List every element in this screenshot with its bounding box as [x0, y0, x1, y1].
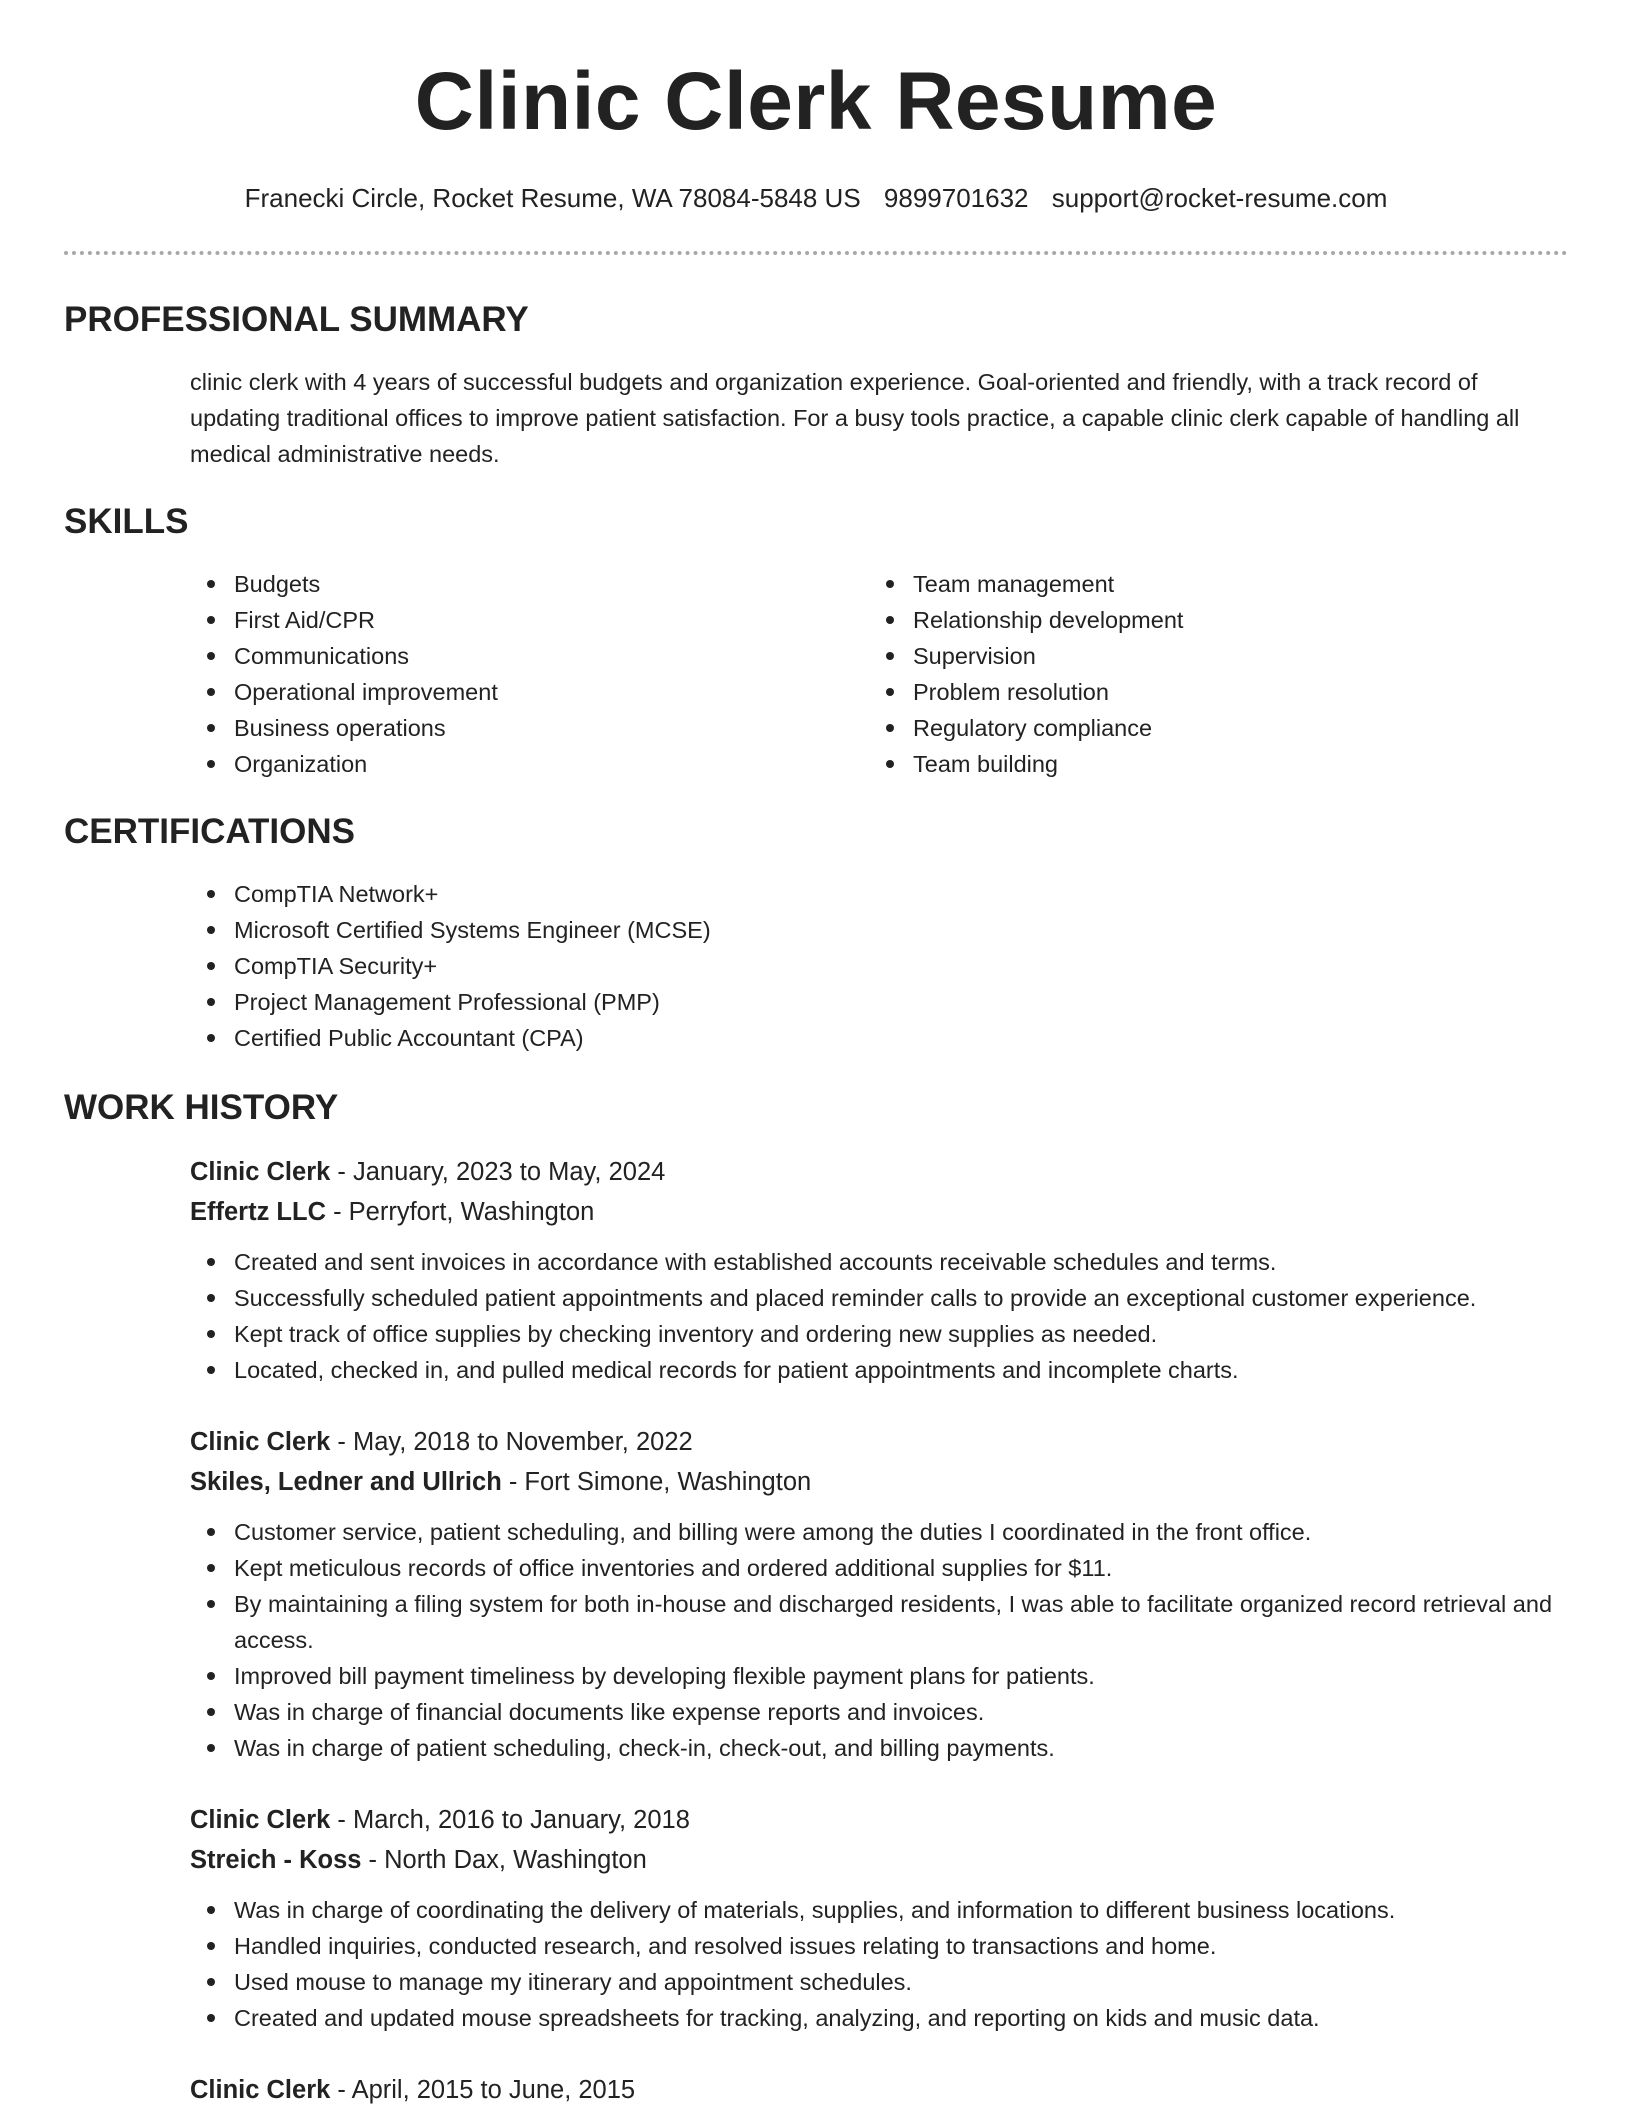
work-history-heading: WORK HISTORY [64, 1088, 339, 1127]
skill-item: Problem resolution [913, 674, 1183, 710]
summary-section [64, 298, 1568, 472]
job-duty: Improved bill payment timeliness by developing flexible payment plans for patients. [234, 1658, 1568, 1694]
job-duty: Located, checked in, and pulled medical records for patient appointments and incomplete charts. [234, 1352, 1568, 1388]
work-history-section [64, 1086, 1568, 2110]
job-entry [190, 1152, 1568, 1388]
skills-columns [64, 566, 1568, 786]
job-title-line [190, 2070, 1568, 2110]
job-company-line [190, 1462, 1568, 1502]
job-duty: Was in charge of coordinating the delivery of materials, supplies, and information to different business locations. [234, 1892, 1568, 1928]
job-location: - Fort Simone, Washington [501, 1468, 812, 1496]
job-company-line [190, 1840, 1568, 1880]
job-dates: - January, 2023 to May, 2024 [330, 1158, 666, 1186]
job-title: Clinic Clerk [190, 2076, 331, 2104]
job-title-line [190, 1800, 1568, 1840]
job-duty: Was in charge of financial documents like expense reports and invoices. [234, 1694, 1568, 1730]
header-divider [64, 251, 1568, 255]
certifications-section [64, 810, 1568, 1056]
job-dates: - April, 2015 to June, 2015 [330, 2076, 636, 2104]
job-duty: By maintaining a filing system for both in-house and discharged residents, I was able to facilitate organized record retrieval and access. [234, 1586, 1568, 1658]
job-duty: Customer service, patient scheduling, and billing were among the duties I coordinated in the front office. [234, 1514, 1568, 1550]
summary-text: clinic clerk with 4 years of successful budgets and organization experience. Goal-oriented and friendly, with a track record of updating traditional offices to improve patient satisfaction. For a busy tools practice, a capable clinic clerk capable of handling all medical administrative needs. [190, 369, 1520, 467]
resume-title: Clinic Clerk Resume [414, 56, 1218, 147]
job-dates: - May, 2018 to November, 2022 [330, 1428, 693, 1456]
skill-item: Regulatory compliance [913, 710, 1183, 746]
job-duties [190, 1514, 1568, 1766]
certification-item: Project Management Professional (PMP) [234, 984, 1568, 1020]
summary-heading: PROFESSIONAL SUMMARY [64, 300, 529, 339]
skill-item: First Aid/CPR [234, 602, 498, 638]
job-location: - North Dax, Washington [361, 1846, 647, 1874]
skills-list-right [743, 566, 1183, 782]
contact-address: Franecki Circle, Rocket Resume, WA 78084-5848 US [244, 183, 861, 213]
skill-item: Team management [913, 566, 1183, 602]
job-title: Clinic Clerk [190, 1158, 331, 1186]
job-company: Streich - Koss [190, 1846, 362, 1874]
contact-phone: 9899701632 [883, 183, 1029, 213]
certifications-list [64, 876, 1568, 1056]
skill-item: Operational improvement [234, 674, 498, 710]
certifications-heading: CERTIFICATIONS [64, 812, 356, 851]
certification-item: CompTIA Security+ [234, 948, 1568, 984]
job-duty: Created and sent invoices in accordance with established accounts receivable schedules and terms. [234, 1244, 1568, 1280]
job-location: - Perryfort, Washington [326, 1198, 595, 1226]
job-dates: - March, 2016 to January, 2018 [330, 1806, 690, 1834]
certification-item: Microsoft Certified Systems Engineer (MCSE) [234, 912, 1568, 948]
skill-item: Team building [913, 746, 1183, 782]
job-duty: Created and updated mouse spreadsheets for tracking, analyzing, and reporting on kids and music data. [234, 2000, 1568, 2036]
skills-section [64, 500, 1568, 786]
job-duties [190, 1892, 1568, 2036]
skill-item: Business operations [234, 710, 498, 746]
job-company: Skiles, Ledner and Ullrich [190, 1468, 502, 1496]
certification-item: CompTIA Network+ [234, 876, 1568, 912]
job-duty: Successfully scheduled patient appointments and placed reminder calls to provide an exceptional customer experience. [234, 1280, 1568, 1316]
job-duty: Kept track of office supplies by checking inventory and ordering new supplies as needed. [234, 1316, 1568, 1352]
job-duty: Kept meticulous records of office inventories and ordered additional supplies for $11. [234, 1550, 1568, 1586]
job-duties [190, 1244, 1568, 1388]
contact-email: support@rocket-resume.com [1051, 183, 1388, 213]
job-title-line [190, 1152, 1568, 1192]
job-duty: Used mouse to manage my itinerary and appointment schedules. [234, 1964, 1568, 2000]
job-entry [190, 1422, 1568, 1766]
job-company: Effertz LLC [190, 1198, 326, 1226]
job-entry [190, 1800, 1568, 2036]
skill-item: Supervision [913, 638, 1183, 674]
job-duty: Handled inquiries, conducted research, and resolved issues relating to transactions and home. [234, 1928, 1568, 1964]
job-title: Clinic Clerk [190, 1428, 331, 1456]
skills-list-left [64, 566, 498, 782]
skills-heading: SKILLS [64, 502, 189, 541]
skill-item: Organization [234, 746, 498, 782]
skill-item: Budgets [234, 566, 498, 602]
job-company-line [190, 1192, 1568, 1232]
contact-line [0, 180, 1632, 216]
skill-item: Communications [234, 638, 498, 674]
job-entry [190, 2070, 1568, 2110]
skill-item: Relationship development [913, 602, 1183, 638]
job-title-line [190, 1422, 1568, 1462]
job-title: Clinic Clerk [190, 1806, 331, 1834]
job-duty: Was in charge of patient scheduling, check-in, check-out, and billing payments. [234, 1730, 1568, 1766]
certification-item: Certified Public Accountant (CPA) [234, 1020, 1568, 1056]
